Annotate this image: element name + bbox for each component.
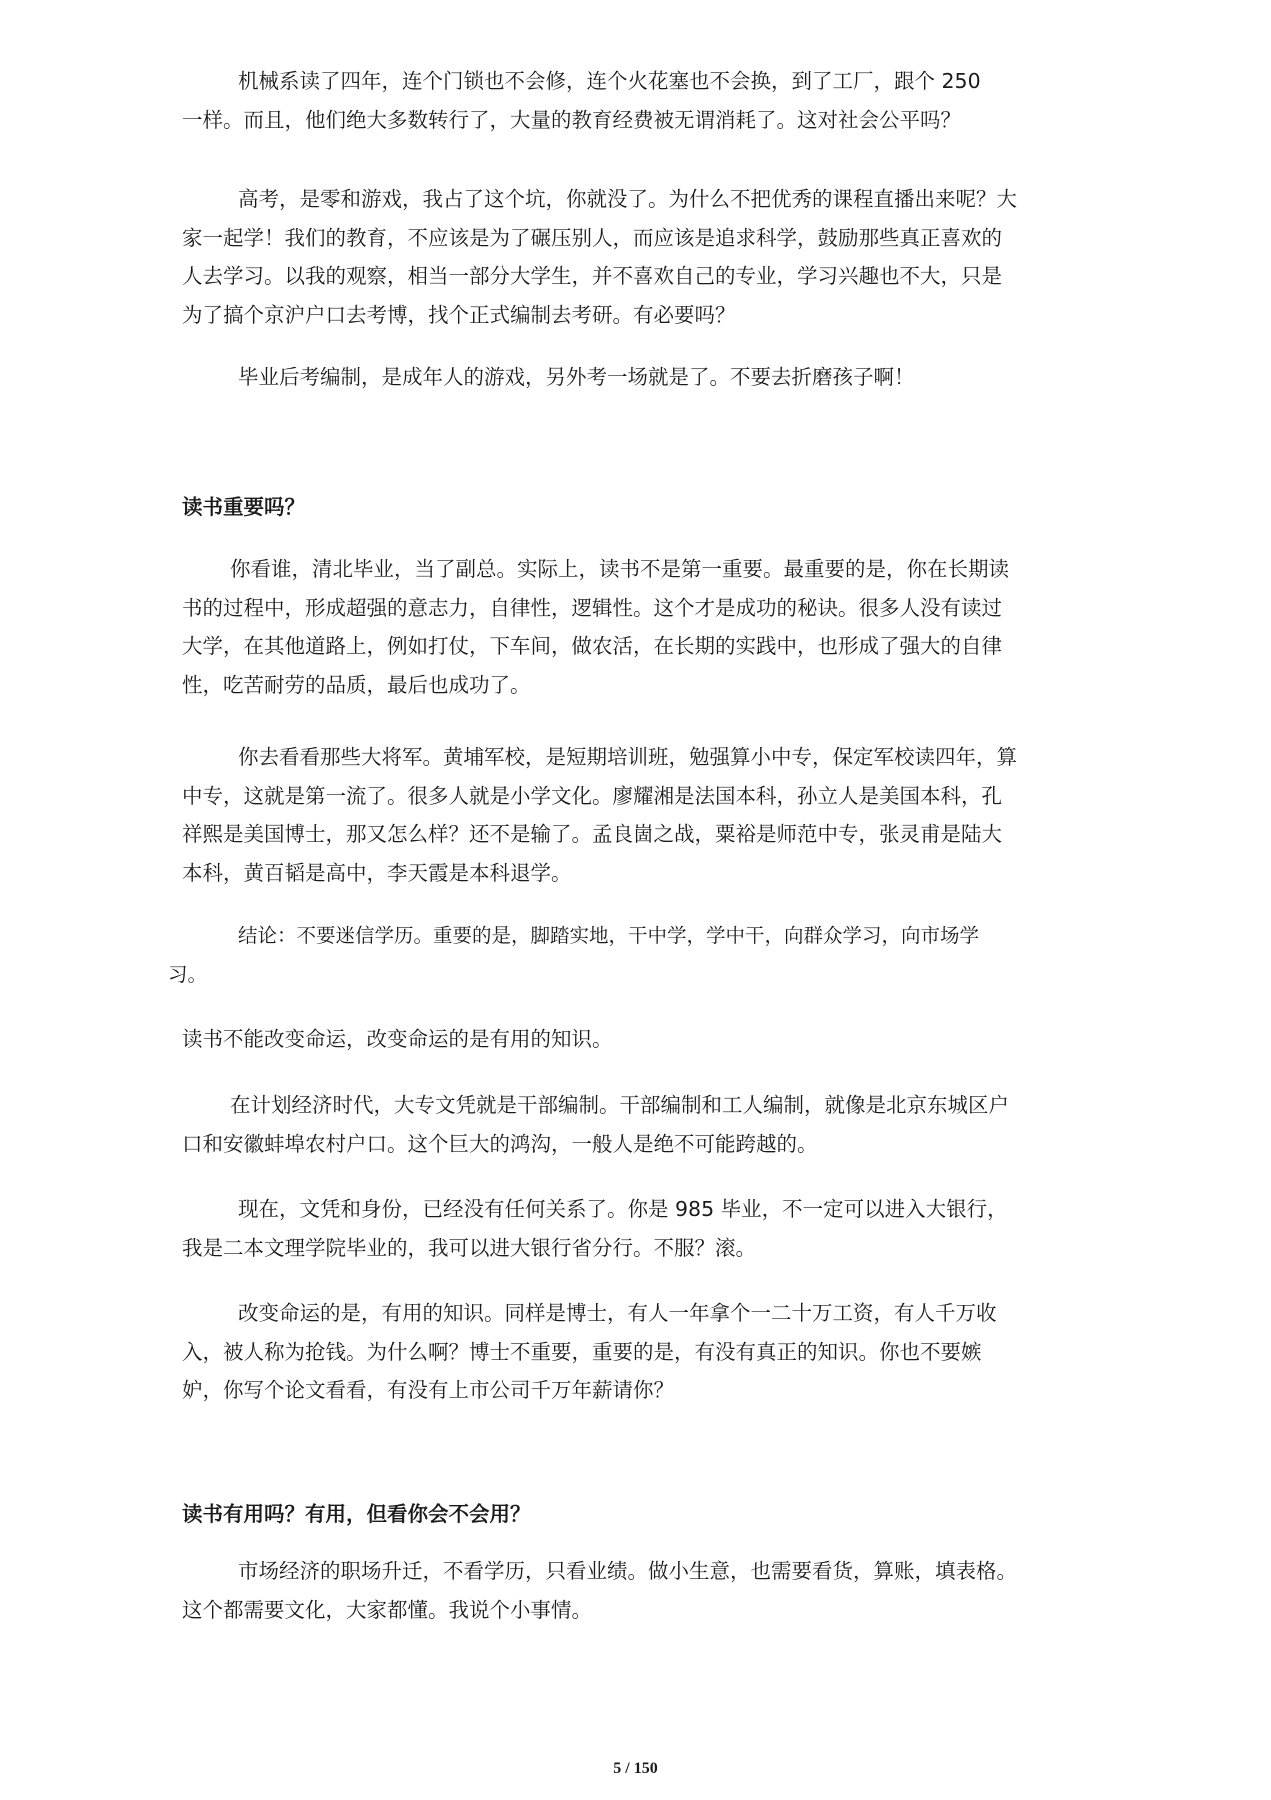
text-line: 性，吃苦耐劳的品质，最后也成功了。 xyxy=(182,672,531,697)
paragraph-tsinghua-graduate xyxy=(182,550,1098,704)
paragraph-planned-economy xyxy=(182,1086,1098,1163)
paragraph-generals xyxy=(182,738,1098,892)
text-line: 妒，你写个论文看看，有没有上市公司千万年薪请你？ xyxy=(182,1378,674,1402)
section-heading-is-reading-useful: 读书有用吗？有用，但看你会不会用？ xyxy=(182,1502,531,1526)
paragraph-diploma-identity xyxy=(182,1190,1098,1267)
text-line: 在计划经济时代，大专文凭就是干部编制。干部编制和工人编制，就像是北京东城区户 xyxy=(230,1093,1009,1117)
paragraph-mechanical-major xyxy=(182,62,1098,139)
text-line: 你去看看那些大将军。黄埔军校，是短期培训班，勉强算小中专，保定军校读四年，算 xyxy=(238,745,1017,769)
text-line: 家一起学！我们的教育，不应该是为了碾压别人，而应该是追求科学，鼓励那些真正喜欢的 xyxy=(182,225,1002,250)
text-line: 一样。而且，他们绝大多数转行了，大量的教育经费被无谓消耗了。这对社会公平吗？ xyxy=(182,107,961,132)
text-line: 读书不能改变命运，改变命运的是有用的知识。 xyxy=(182,1027,613,1051)
text-line: 为了搞个京沪户口去考博，找个正式编制去考研。有必要吗？ xyxy=(182,302,736,327)
text-line: 本科，黄百韬是高中，李天霞是本科退学。 xyxy=(182,860,572,885)
paragraph-knowledge-changes-fate xyxy=(182,1020,1098,1059)
text-line: 这个都需要文化，大家都懂。我说个小事情。 xyxy=(182,1597,592,1622)
text-line: 市场经济的职场升迁，不看学历，只看业绩。做小生意，也需要看货，算账，填表格。 xyxy=(238,1559,1017,1583)
text-line: 改变命运的是，有用的知识。同样是博士，有人一年拿个一二十万工资，有人千万收 xyxy=(238,1301,997,1325)
text-line: 祥熙是美国博士，那又怎么样？还不是输了。孟良崮之战，粟裕是师范中专，张灵甫是陆大 xyxy=(182,822,1002,846)
page-number: 5 / 150 xyxy=(613,1760,658,1777)
section-heading-is-reading-important: 读书重要吗？ xyxy=(182,495,305,519)
paragraph-civil-service-exam xyxy=(182,358,1098,397)
text-line: 人去学习。以我的观察，相当一部分大学生，并不喜欢自己的专业，学习兴趣也不大，只是 xyxy=(182,264,1002,288)
text-line: 口和安徽蚌埠农村户口。这个巨大的鸿沟，一般人是绝不可能跨越的。 xyxy=(182,1131,818,1156)
text-line: 你看谁，清北毕业，当了副总。实际上，读书不是第一重要。最重要的是，你在长期读 xyxy=(230,557,1009,581)
text-line: 大学，在其他道路上，例如打仗，下车间，做农活，在长期的实践中，也形成了强大的自律 xyxy=(182,634,1002,658)
text-line: 高考，是零和游戏，我占了这个坑，你就没了。为什么不把优秀的课程直播出来呢？大 xyxy=(238,187,1017,211)
paragraph-gaokao xyxy=(182,180,1098,334)
text-line: 中专，这就是第一流了。很多人就是小学文化。廖耀湘是法国本科，孙立人是美国本科，孔 xyxy=(182,783,1002,808)
text-line: 入，被人称为抢钱。为什么啊？博士不重要，重要的是，有没有真正的知识。你也不要嫉 xyxy=(182,1339,982,1364)
text-line: 书的过程中，形成超强的意志力，自律性，逻辑性。这个才是成功的秘诀。很多人没有读过 xyxy=(182,595,1002,620)
text-line: 我是二本文理学院毕业的，我可以进大银行省分行。不服？滚。 xyxy=(182,1235,756,1260)
text-line: 现在，文凭和身份，已经没有任何关系了。你是 985 毕业，不一定可以进入大银行， xyxy=(238,1197,1008,1221)
paragraph-useful-knowledge xyxy=(182,1294,1098,1410)
text-line: 机械系读了四年，连个门锁也不会修，连个火花塞也不会换，到了工厂，跟个 250 xyxy=(238,69,981,93)
text-line: 毕业后考编制，是成年人的游戏，另外考一场就是了。不要去折磨孩子啊！ xyxy=(238,365,915,389)
paragraph-market-economy xyxy=(182,1552,1098,1629)
text-line: 结论：不要迷信学历。重要的是，脚踏实地，干中学，学中干，向群众学习，向市场学 xyxy=(238,924,980,947)
paragraph-conclusion xyxy=(168,917,1052,994)
text-line: 习。 xyxy=(168,962,208,986)
